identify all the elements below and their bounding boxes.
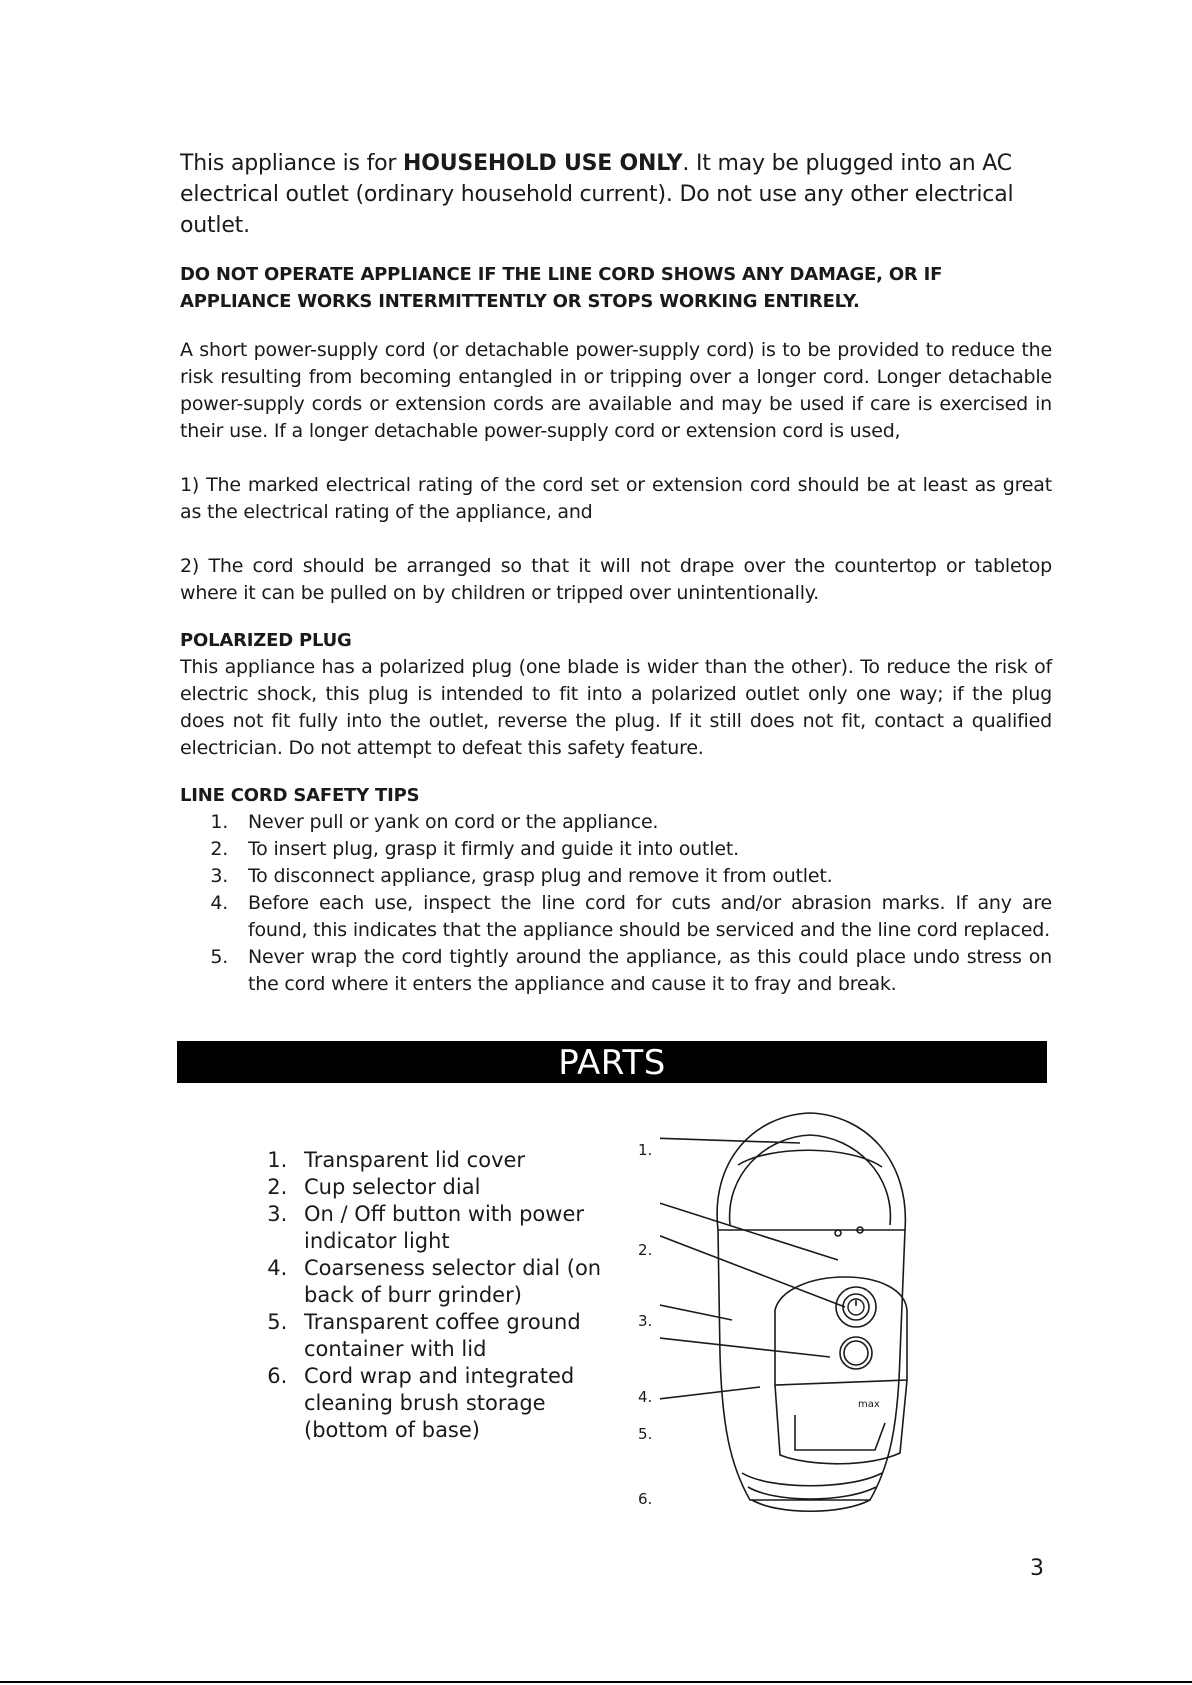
diagram-label-1: 1. [638, 1141, 653, 1159]
intro-text-end: . It may be plugged into an AC electrical outlet (ordinary household current). Do not use any other electrical outlet. [180, 151, 1014, 238]
list-item: 2. Cup selector dial [294, 1174, 634, 1201]
damage-warning: DO NOT OPERATE APPLIANCE IF THE LINE CORD SHOWS ANY DAMAGE, OR IF APPLIANCE WORKS INTERMITTENTLY OR STOPS WORKING ENTIRELY. [180, 264, 943, 312]
leader-line-3 [660, 1232, 845, 1307]
leader-line-6 [660, 1387, 760, 1400]
diagram-label-2: 2. [638, 1241, 653, 1259]
line-cord-tips-list [180, 809, 1052, 998]
list-item: 5. Transparent coffee ground container with lid [294, 1309, 634, 1363]
list-item: 1. Never pull or yank on cord or the appliance. [234, 809, 1052, 836]
leader-line-1 [660, 1138, 800, 1143]
safety-content [180, 148, 1052, 998]
list-item: 5. Never wrap the cord tightly around the appliance, as this could place undo stress on the cord where it enters the appliance and cause it to fray and break. [234, 944, 1052, 998]
list-item: 3. To disconnect appliance, grasp plug and remove it from outlet. [234, 863, 1052, 890]
intro-paragraph [180, 148, 1052, 241]
diagram-label-6: 6. [638, 1490, 653, 1508]
max-mark: max [858, 1399, 880, 1410]
polarized-plug-text: This appliance has a polarized plug (one blade is wider than the other). To reduce the risk of electric shock, this plug is intended to fit into a polarized outlet only one way; if the plug does not fit fully into the outlet, reverse the plug. If it still does not fit, contact a qualified electrician. Do not attempt to defeat this safety feature. [180, 656, 1052, 759]
leader-line-4 [660, 1303, 732, 1320]
list-item: 4. Coarseness selector dial (on back of burr grinder) [294, 1255, 634, 1309]
list-item: 4. Before each use, inspect the line cord for cuts and/or abrasion marks. If any are found, this indicates that the appliance should be serviced and the line cord replaced. [234, 890, 1052, 944]
list-item: 3. On / Off button with power indicator light [294, 1201, 634, 1255]
intro-text-start: This appliance is for [180, 151, 404, 176]
polarized-plug-heading: POLARIZED PLUG [180, 630, 352, 651]
diagram-label-3: 3. [638, 1312, 653, 1330]
household-use-emphasis: HOUSEHOLD USE ONLY [403, 151, 683, 176]
page-number: 3 [1030, 1556, 1044, 1581]
arrangement-rule: 2) The cord should be arranged so that it will not drape over the countertop or tabletop where it can be pulled on by children or tripped over unintentionally. [180, 555, 1052, 604]
parts-section-title: PARTS [177, 1041, 1047, 1083]
leader-line-5 [660, 1337, 830, 1357]
coffee-grinder-diagram [660, 1105, 940, 1535]
cup-selector-dial [836, 1287, 876, 1327]
list-item: 2. To insert plug, grasp it firmly and guide it into outlet. [234, 836, 1052, 863]
lid-inner [730, 1135, 891, 1225]
rating-rule: 1) The marked electrical rating of the cord set or extension cord should be at least as great as the electrical rating of the appliance, and [180, 474, 1052, 523]
cord-paragraph: A short power-supply cord (or detachable power-supply cord) is to be provided to reduce the risk resulting from becoming entangled in or tripping over a longer cord. Longer detachable power-supply cords or extension cords are available and may be used if care is exercised in their use. If a longer detachable power-supply cord or extension cord is used, [180, 339, 1052, 442]
list-item: 1. Transparent lid cover [294, 1147, 634, 1174]
bottom-divider [0, 1681, 1192, 1683]
diagram-label-4: 4. [638, 1388, 653, 1406]
line-cord-heading: LINE CORD SAFETY TIPS [180, 785, 420, 806]
list-item: 6. Cord wrap and integrated cleaning brush storage (bottom of base) [294, 1363, 634, 1444]
diagram-label-5: 5. [638, 1425, 653, 1443]
parts-list [252, 1147, 634, 1444]
